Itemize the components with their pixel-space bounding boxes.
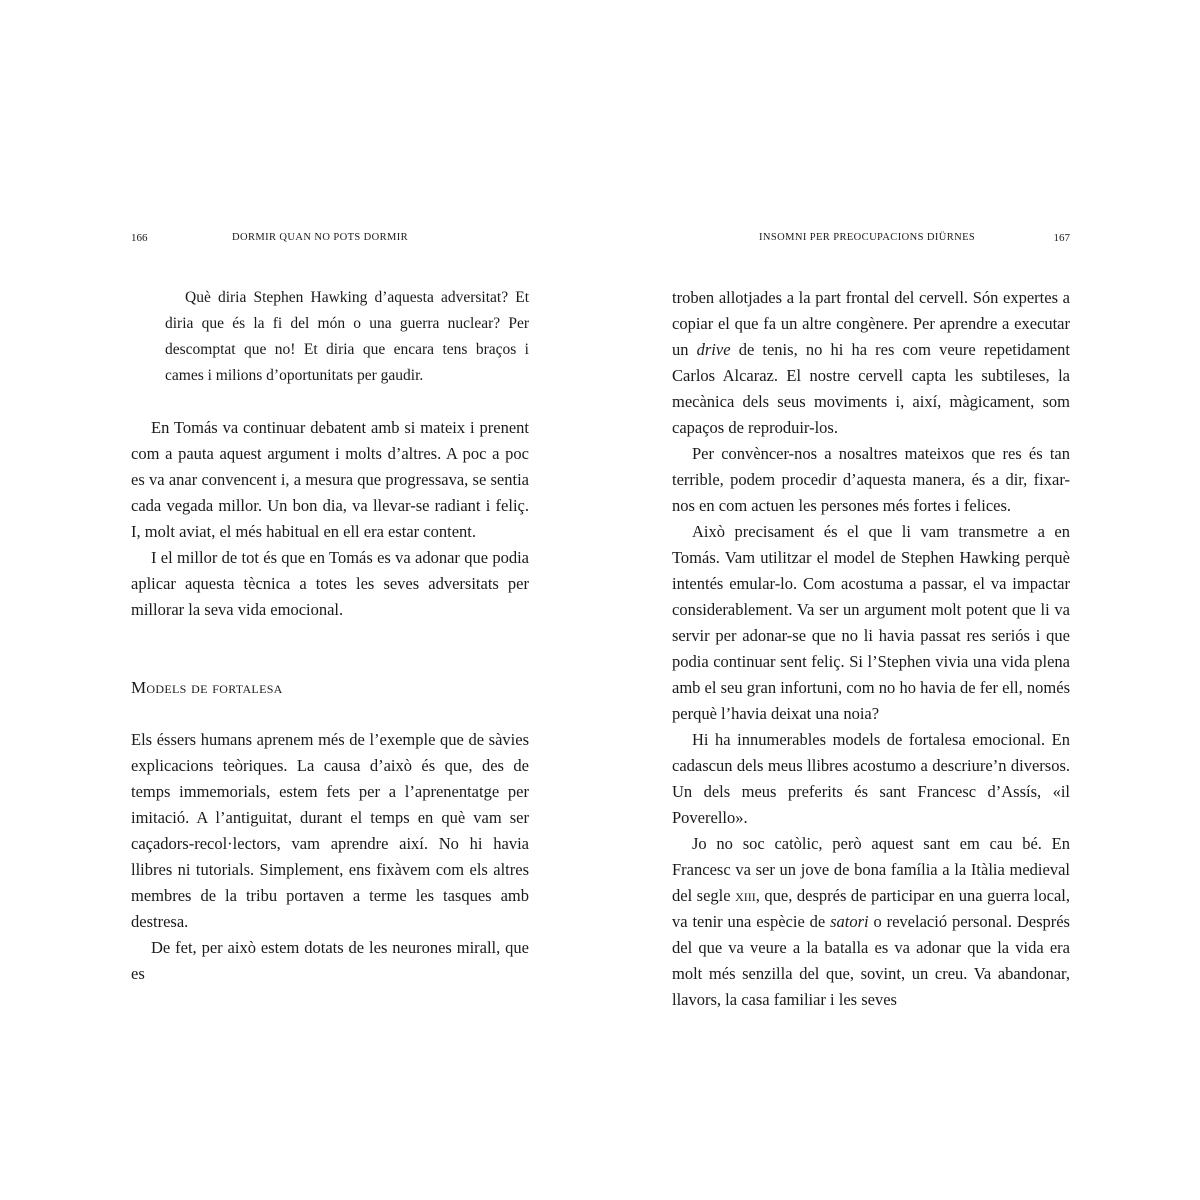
paragraph xyxy=(672,285,1070,441)
right-page xyxy=(672,232,1070,1013)
left-running-title: DORMIR QUAN NO POTS DORMIR xyxy=(232,232,409,243)
text-run: de tenis, no hi ha res com veure repetidament Carlos Alcaraz. El nostre cervell capta les subtileses, la mecànica dels seus moviments i, així, màgicament, som capaços de reproduir-los. xyxy=(672,340,1070,437)
left-page-body xyxy=(131,285,529,987)
century-numeral: xiii xyxy=(735,886,756,905)
text-run: Jo no soc catòlic, però aquest sant em cau bé. En Francesc va ser un jove de bona família a la Itàlia medieval del segle xyxy=(672,834,1070,905)
paragraph: I el millor de tot és que en Tomás es va adonar que podia aplicar aquesta tècnica a totes les seves adversitats per millorar la seva vida emocional. xyxy=(131,548,529,619)
paragraph: Els éssers humans aprenem més de l’exemple que de sàvies explicacions teòriques. La causa d’això és que, des de temps immemorials, estem fets per a l’aprenentatge per imitació. A l’antiguitat, durant el temps en què vam ser caçadors-recol·lectors, vam aprendre així. No hi havia llibres ni tutorials. Simplement, ens fixàvem com els altres membres de la tribu portaven a terme les tasques amb destresa. xyxy=(131,730,529,931)
paragraph: Per convèncer-nos a nosaltres mateixos que res és tan terrible, podem procedir d’aquesta manera, és a dir, fixar-nos en com actuen les persones més fortes i felices. xyxy=(672,444,1070,515)
text-run: o revelació personal. Després del que va veure a la batalla es va adonar que la vida era molt més senzilla del que, sovint, un creu. Va abandonar, llavors, la casa familiar i les seves xyxy=(672,912,1070,1009)
right-running-title: INSOMNI PER PREOCUPACIONS DIÜRNES xyxy=(759,232,976,243)
paragraph xyxy=(672,831,1070,1013)
paragraph: Això precisament és el que li vam transmetre a en Tomás. Vam utilitzar el model de Stephen Hawking perquè intentés emular-lo. Com acostuma a passar, el va impactar considerablement. Va ser un argument molt potent que li va servir per adonar-se que no li havia passat res seriós i que podia continuar sent feliç. Si l’Stephen vivia una vida plena amb el seu gran infortuni, com no ho havia de fer ell, només perquè l’havia deixat una noia? xyxy=(672,522,1070,723)
paragraph: De fet, per això estem dotats de les neurones mirall, que es xyxy=(131,938,529,983)
left-page xyxy=(131,232,529,987)
quote-text: Què diria Stephen Hawking d’aquesta adversitat? Et diria que és la fi del món o una guerra nuclear? Per descomptat que no! Et diria que encara tens braços i cames i milions d’oportunitats per gaudir. xyxy=(165,289,529,384)
left-running-head xyxy=(131,232,529,248)
italic-text: drive xyxy=(696,340,731,359)
italic-text: satori xyxy=(830,912,869,931)
section-heading: Models de fortalesa xyxy=(131,678,283,697)
right-page-number: 167 xyxy=(1053,232,1070,244)
text-run: , que, després de participar en una guerra local, va tenir una espècie de xyxy=(672,886,1070,931)
right-page-body xyxy=(672,285,1070,1013)
text-run: troben allotjades a la part frontal del cervell. Són expertes a copiar el que fa un altre congènere. Per aprendre a executar un xyxy=(672,288,1070,359)
left-page-number: 166 xyxy=(131,232,148,244)
paragraph: Hi ha innumerables models de fortalesa emocional. En cadascun dels meus llibres acostumo a descriure’n diversos. Un dels meus preferits és sant Francesc d’Assís, «il Poverello». xyxy=(672,730,1070,827)
right-running-head xyxy=(672,232,1070,248)
block-quote xyxy=(131,285,529,389)
paragraph: En Tomás va continuar debatent amb si mateix i prenent com a pauta aquest argument i molts d’altres. A poc a poc es va anar convencent i, a mesura que progressava, se sentia cada vegada millor. Un bon dia, va llevar-se radiant i feliç. I, molt aviat, el més habitual en ell era estar content. xyxy=(131,418,529,541)
